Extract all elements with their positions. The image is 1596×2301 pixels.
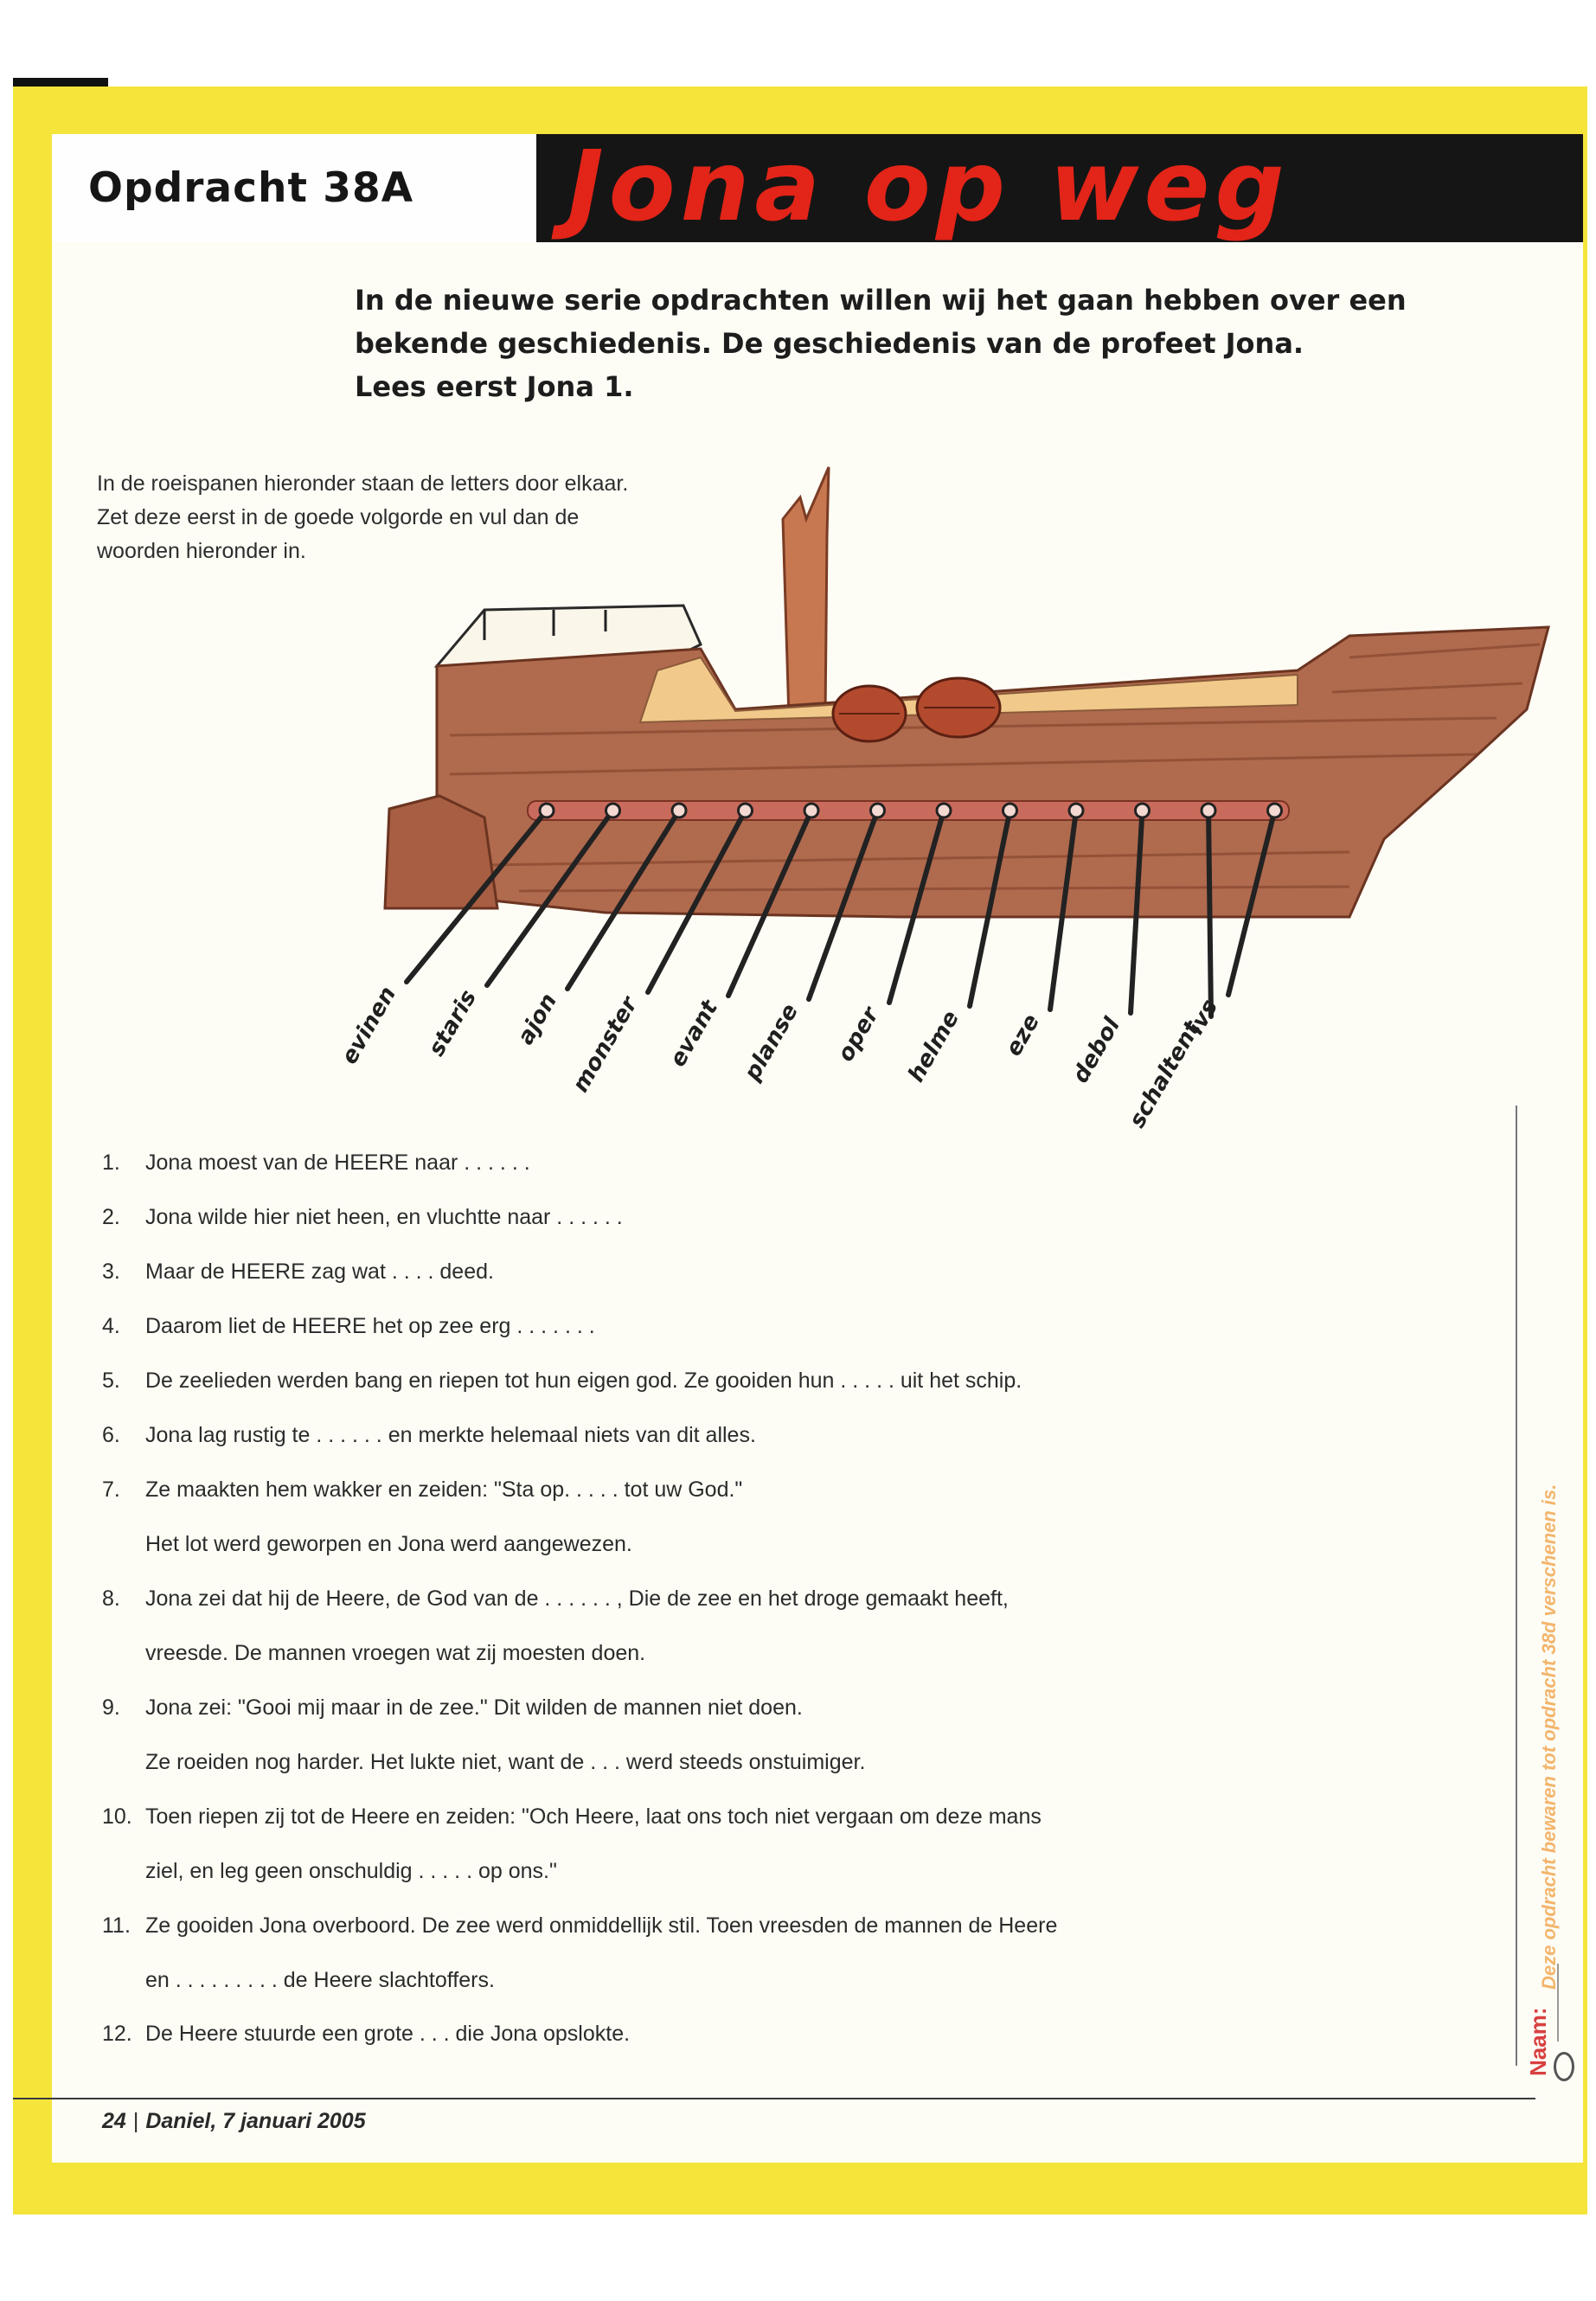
punch-hole-icon: [1554, 2052, 1574, 2081]
oar-word: eze: [1000, 1009, 1046, 1061]
oar-word: helme: [903, 1006, 965, 1087]
intro-line: bekende geschiedenis. De geschiedenis van de profeet Jona.: [355, 327, 1304, 360]
oar-lock: [739, 804, 753, 817]
question-number: 9.: [102, 1695, 120, 1720]
question-number: 2.: [102, 1205, 120, 1229]
question-number: 6.: [102, 1423, 120, 1447]
oar-word: planse: [739, 999, 804, 1086]
assignment-label: Opdracht 38A: [88, 164, 414, 212]
oar-lock: [672, 804, 686, 817]
oar-word: monster: [567, 992, 644, 1098]
question-text: De Heere stuurde een grote . . . die Jona opslokte.: [145, 2022, 631, 2046]
intro-line: Lees eerst Jona 1.: [355, 370, 634, 403]
question-number: 3.: [102, 1259, 120, 1284]
question-text: Jona zei dat hij de Heere, de God van de . . . . . . , Die de zee en het droge gemaakt heeft,: [145, 1586, 1009, 1611]
question-number: 5.: [102, 1368, 120, 1393]
question-text: Jona wilde hier niet heen, en vluchtte naar . . . . . .: [145, 1205, 623, 1229]
question-text: Ze maakten hem wakker en zeiden: "Sta op. . . . . tot uw God.": [145, 1477, 743, 1502]
title-banner: [536, 131, 1583, 243]
question-text: Daarom liet de HEERE het op zee erg . . . . . . .: [145, 1314, 595, 1338]
oar-word: oper: [832, 1003, 885, 1067]
name-label: Naam:: [1525, 2007, 1551, 2076]
question-text: De zeelieden werden bang en riepen tot hun eigen god. Ze gooiden hun . . . . . uit het schip.: [145, 1368, 1022, 1393]
question-text: Toen riepen zij tot de Heere en zeiden: "Och Heere, laat ons toch niet vergaan om deze mans: [145, 1804, 1042, 1829]
question-text: Ze gooiden Jona overboord. De zee werd onmiddellijk stil. Toen vreesden de mannen de Heere: [145, 1913, 1058, 1938]
name-field-rule: [1516, 1106, 1517, 2066]
oar-lock: [1202, 804, 1215, 817]
mast: [783, 467, 829, 718]
page-title: Jona op weg: [567, 131, 1290, 243]
oar-lock: [871, 804, 885, 817]
question-continuation-text: Het lot werd geworpen en Jona werd aangewezen.: [145, 1532, 632, 1556]
instruction-line: woorden hieronder in.: [97, 539, 306, 563]
intro-line: In de nieuwe serie opdrachten willen wij het gaan hebben over een: [355, 284, 1407, 317]
oar-word: evinen: [337, 982, 402, 1069]
oar-lock: [804, 804, 818, 817]
question-text: Jona zei: "Gooi mij maar in de zee." Dit wilden de mannen niet doen.: [145, 1695, 803, 1720]
question-number: 12.: [102, 2022, 132, 2046]
question-text: Maar de HEERE zag wat . . . . deed.: [145, 1259, 494, 1284]
question-text: Jona lag rustig te . . . . . . en merkte helemaal niets van dit alles.: [145, 1423, 756, 1447]
oar-lock: [1003, 804, 1017, 817]
oar: [1208, 811, 1211, 1016]
footer-separator: |: [132, 2109, 139, 2133]
question-number: 7.: [102, 1477, 120, 1502]
question-continuation-text: ziel, en leg geen onschuldig . . . . . op ons.": [145, 1859, 557, 1883]
oar-lock: [606, 804, 620, 817]
oar-lock: [540, 804, 554, 817]
oar-word: ivs: [1183, 995, 1224, 1040]
oar-word: ajon: [512, 989, 563, 1049]
question-number: 11.: [102, 1913, 131, 1938]
oar-lock: [1136, 804, 1150, 817]
question-number: 10.: [102, 1804, 132, 1829]
assignment-label-box: [52, 134, 536, 242]
oar-word: schaltent: [1124, 1016, 1207, 1133]
sidebar-note: Deze opdracht bewaren tot opdracht 38d verschenen is.: [1538, 1484, 1560, 1990]
oar-lock: [1069, 804, 1083, 817]
footer-divider: [13, 2098, 1535, 2099]
question-number: 1.: [102, 1150, 120, 1175]
oar-lock: [1268, 804, 1282, 817]
oar-lock: [937, 804, 951, 817]
page-footer: [102, 2109, 366, 2134]
question-text: Jona moest van de HEERE naar . . . . . .: [145, 1150, 530, 1175]
page-number: 24: [102, 2109, 126, 2133]
publication-name: Daniel, 7 januari 2005: [145, 2109, 366, 2133]
question-continuation-text: Ze roeiden nog harder. Het lukte niet, want de . . . werd steeds onstuimiger.: [145, 1750, 866, 1774]
question-number: 4.: [102, 1314, 120, 1338]
instruction-line: In de roeispanen hieronder staan de letters door elkaar.: [97, 471, 629, 496]
oar-word: debol: [1067, 1013, 1126, 1088]
question-continuation-text: vreesde. De mannen vroegen wat zij moesten doen.: [145, 1641, 646, 1665]
oar-word: staris: [423, 985, 483, 1061]
instruction-line: Zet deze eerst in de goede volgorde en vul dan de: [97, 505, 580, 529]
oar-rail: [528, 801, 1289, 820]
question-number: 8.: [102, 1586, 120, 1611]
intro-text: [355, 279, 1479, 408]
oar-word: evant: [664, 996, 724, 1072]
question-continuation-text: en . . . . . . . . . de Heere slachtoffers.: [145, 1968, 495, 1992]
